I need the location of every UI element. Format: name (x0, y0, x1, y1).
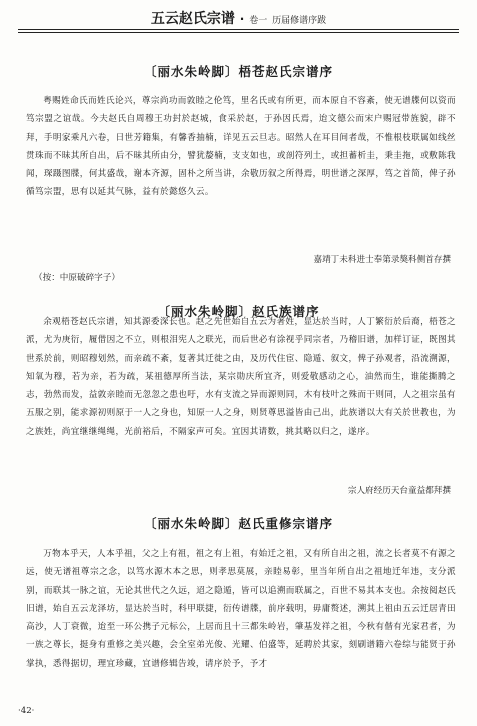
section-signature: 嘉靖丁未科进士奉第录獒科侧首存撰 (313, 255, 451, 265)
section-note: （按：中原破碎字子） (34, 273, 120, 283)
section-paragraph: 余观梧苍赵氏宗谱，知其源委深长也。赵之先世始自五云为著姓，显达於当时，人丁繁衍於后裔，梧苍之派，尤为庚衍，履借因之不立，则根泪宪人之联光，而后世必有涂视乎同宗者，乃稽旧谱，加样订证，既图其世系於前，则昭穆划然，而亲疏不紊，复著其迁徙之由，及历代住宦、隐遁、叙文，俾子孙观者，沿流溯源，知氧为穆，若为亲，若为疏，某祖德厚所当法，某宗勋庆所宜齐，则爱敬感动之心，油然而生，谁能撕腾之志，勃然而发，益敦亲睦而无忽忽之患也吁，水有支流之异而源则同，木有枝叶之殊而干则同，人之祖宗虽有五服之别，能求源初则原于一人之身也，知原一人之身，则贤尊思溢皆由己出，此族谱以大有关於世教也，为之族姓，尚宜继继绳绳，光前裕后，不隔家声可矣。宜因其请数，挑其略以归之，遂序。 (26, 317, 456, 437)
section-title: 〔丽水朱岭脚〕赵氏族谱序 (157, 304, 320, 319)
volume-label: 卷一 (249, 16, 268, 26)
separator-dot: · (239, 12, 245, 26)
section-paragraph: 万物本乎天，人本乎祖，父之上有祖，祖之有上祖，有始迁之祖，又有所自出之祖，流之长者莫不有源之远，使无谱祖尊宗之念，以笃水源木本之思，则孝思莫展，亲睦易彰，里当年所自出之祖地迁年违，支分派别，而联其一脉之谊，无论其世代之久远，迢之隐遁，皆可以追溯而联属之，百世不易其本支也。余按阅赵氏旧谱，始自五云龙泽坊，显达於当时，科甲联捷，衍传谱牒，前序载明，毋庸赘述，溯其上祖由五云迁居青田高沙，人丁衰微，迨至一环公携子元标公，上居而且十三都朱岭岩，肇基发祥之祖，今秋有偕有光家君者，为一族之尊长，挺身有重修之美兴趣，会全室弟光俊、光耀、伯盛等，延聘於其家，刻刷谱籍六卷综与能贤于孙掌执，悉得据切，理宜珍藏，宜谱修辑告竣，请序於予，予才 (26, 549, 456, 669)
section-title: 〔丽水朱岭脚〕梧苍赵氏宗谱序 (143, 64, 333, 79)
header-rule-top (18, 29, 459, 30)
header-rule-bottom (18, 32, 459, 33)
section-label: 历届修谱序跋 (272, 16, 327, 26)
book-title: 五云赵氏宗谱 (150, 11, 235, 27)
section-title: 〔丽水朱岭脚〕赵氏重修宗谱序 (143, 516, 333, 531)
section-signature: 宗人府经历天台童益都拜撰 (347, 486, 451, 496)
page-number: ·42· (18, 706, 35, 716)
page-header (0, 8, 477, 28)
section-paragraph: 粤赐姓命氏而姓氏论兴，尊宗尚功而敦睦之伦笃，里名氏或有所更，而本原自不容紊，使无谱牒何以资而笃宗盟之谊哉。今夫赵氏自周穆王功封於赵城，食采於赵，于孙因氏焉，迨文德公而宋户赐冠带旌貌，辟不拜，手明家乘凡六卷，日世芳籍集，有馨香抽楠，详见五云旦志。昭然人在耳目间者哉，不惟根枝联属如线丝贯珠而不昧其所自出，后不昧其所由分，譬犹嫠楠，支支如也，或剖符列土，或担蓄析圭，秉圭拖，或敷陈我闻，琛蹑图牒，何其盛哉，谢本齐源，固朴之所当讲，余敬历叙之所得焉，明世谱之深厚，笃之首简，俾子孙循笃宗盟，思有以延其气脉，益有於懿悠久云。 (26, 96, 456, 198)
